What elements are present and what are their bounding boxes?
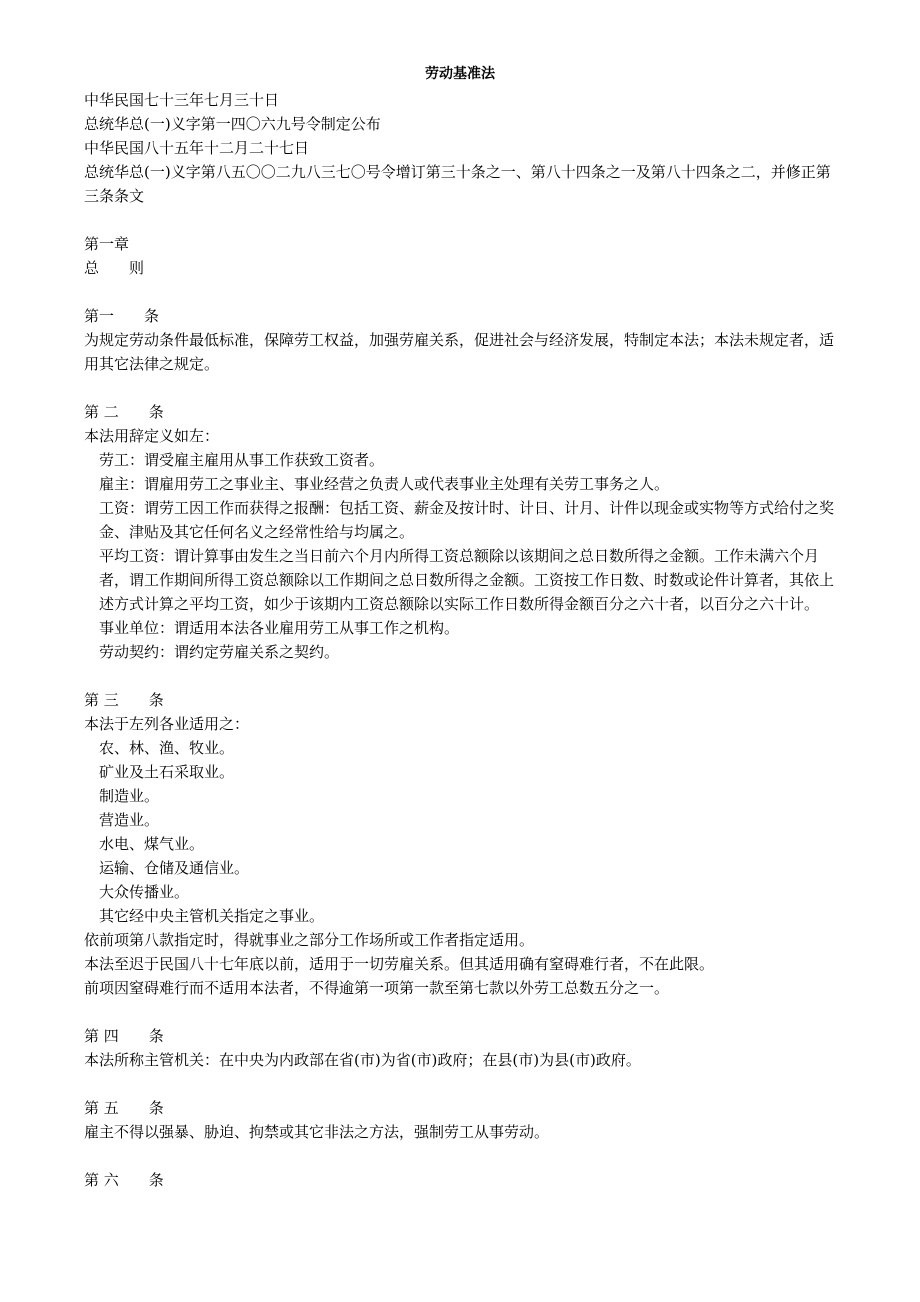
article-text: 本法于左列各业适用之：: [84, 715, 250, 733]
article-heading: 第 三 条: [84, 691, 164, 709]
definition-item: 平均工资：谓计算事由发生之当日前六个月内所得工资总额除以该期间之总日数所得之金额。工作未满六个月者，谓工作期间所得工资总额除以工作期间之总日数所得之金额。工资按工作日数、时数或论件计算者，其依上述方式计算之平均工资，如少于该期内工资总额除以实际工作日数所得金额百分之六十者，以百分之六十计。: [99, 547, 835, 613]
spacer: [84, 376, 836, 400]
article-heading: 第 四 条: [84, 1027, 164, 1045]
article-heading: 第 五 条: [84, 1099, 164, 1117]
article-2: [84, 400, 836, 664]
industry-item: 其它经中央主管机关指定之事业。: [99, 907, 325, 925]
definition-item: 工资：谓劳工因工作而获得之报酬：包括工资、薪金及按计时、计日、计月、计件以现金或实物等方式给付之奖金、津贴及其它任何名义之经常性给与均属之。: [99, 499, 835, 541]
definition-item: 劳动契约：谓约定劳雇关系之契约。: [99, 643, 340, 661]
article-text: 依前项第八款指定时，得就事业之部分工作场所或工作者指定适用。: [84, 931, 535, 949]
article-heading: 第 二 条: [84, 403, 164, 421]
chapter-heading: [84, 232, 836, 280]
definition-item: 劳工：谓受雇主雇用从事工作获致工资者。: [99, 451, 385, 469]
spacer: [84, 1144, 836, 1168]
header-line: 中华民国七十三年七月三十日: [84, 91, 280, 109]
article-4: [84, 1024, 836, 1072]
industry-item: 营造业。: [99, 811, 160, 829]
article-text: 本法至迟于民国八十七年底以前，适用于一切劳雇关系。但其适用确有窒碍难行者，不在此限。: [84, 955, 715, 973]
definition-item: 事业单位：谓适用本法各业雇用劳工从事工作之机构。: [99, 619, 460, 637]
document-page: [84, 0, 836, 1192]
spacer: [84, 208, 836, 232]
article-text: 本法所称主管机关：在中央为内政部在省(市)为省(市)政府；在县(市)为县(市)政府。: [84, 1051, 641, 1069]
spacer: [84, 664, 836, 688]
header-line: 总统华总(一)义字第八五〇〇二九八三七〇号令增订第三十条之一、第八十四条之一及第八十四条之二，并修正第三条条文: [84, 163, 831, 205]
article-5: [84, 1096, 836, 1144]
article-text: 为规定劳动条件最低标准，保障劳工权益，加强劳雇关系，促进社会与经济发展，特制定本法；本法未规定者，适用其它法律之规定。: [84, 331, 835, 373]
article-heading: 第一 条: [84, 307, 160, 325]
promulgation-header: [84, 88, 836, 208]
document-title: 劳动基准法: [425, 66, 495, 82]
chapter-name: 总 则: [84, 259, 145, 277]
spacer: [84, 280, 836, 304]
article-text: 雇主不得以强暴、胁迫、拘禁或其它非法之方法，强制劳工从事劳动。: [84, 1123, 550, 1141]
industry-item: 农、林、渔、牧业。: [99, 739, 235, 757]
spacer: [84, 1000, 836, 1024]
industry-item: 制造业。: [99, 787, 160, 805]
header-line: 总统华总(一)义字第一四〇六九号令制定公布: [84, 115, 381, 133]
article-text: 前项因窒碍难行而不适用本法者，不得逾第一项第一款至第七款以外劳工总数五分之一。: [84, 979, 670, 997]
spacer: [84, 1072, 836, 1096]
article-3: [84, 688, 836, 1000]
definition-item: 雇主：谓雇用劳工之事业主、事业经营之负责人或代表事业主处理有关劳工事务之人。: [99, 475, 670, 493]
article-1: [84, 304, 836, 376]
industry-item: 水电、煤气业。: [99, 835, 205, 853]
industry-item: 大众传播业。: [99, 883, 190, 901]
industry-item: 矿业及土石采取业。: [99, 763, 235, 781]
article-heading: 第 六 条: [84, 1171, 164, 1189]
article-text: 本法用辞定义如左：: [84, 427, 220, 445]
article-6: [84, 1168, 836, 1192]
header-line: 中华民国八十五年十二月二十七日: [84, 139, 310, 157]
industry-item: 运输、仓储及通信业。: [99, 859, 250, 877]
chapter-number: 第一章: [84, 235, 130, 253]
